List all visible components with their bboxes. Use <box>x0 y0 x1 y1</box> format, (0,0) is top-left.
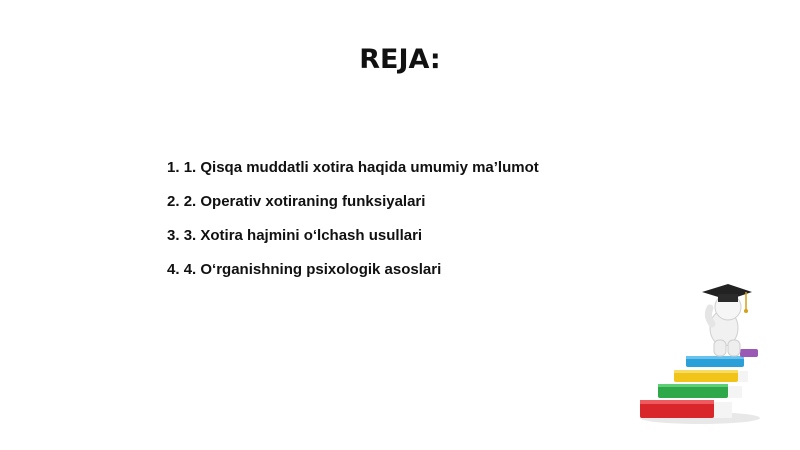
graduate-on-books-icon <box>632 280 762 430</box>
agenda-item-text: 4. O‘rganishning psixologik asoslari <box>183 261 442 278</box>
agenda-item-marker: 2. <box>167 193 180 210</box>
agenda-item-marker: 4. <box>167 261 180 278</box>
agenda-item <box>167 260 539 294</box>
graduate-figure <box>702 284 752 356</box>
agenda-item-marker: 3. <box>167 227 180 244</box>
agenda-item-text: 3. Xotira hajmini o‘lchash usullari <box>183 227 423 244</box>
book-stack <box>640 349 758 418</box>
agenda-item-text: 1. Qisqa muddatli xotira haqida umumiy ma’lumot <box>183 159 539 176</box>
agenda-item <box>167 192 539 226</box>
agenda-item <box>167 226 539 260</box>
agenda-item-text: 2. Operativ xotiraning funksiyalari <box>183 193 426 210</box>
slide-title: REJA: <box>359 44 441 75</box>
agenda-item <box>167 158 539 192</box>
agenda-item-marker: 1. <box>167 159 180 176</box>
agenda-list <box>167 158 539 294</box>
